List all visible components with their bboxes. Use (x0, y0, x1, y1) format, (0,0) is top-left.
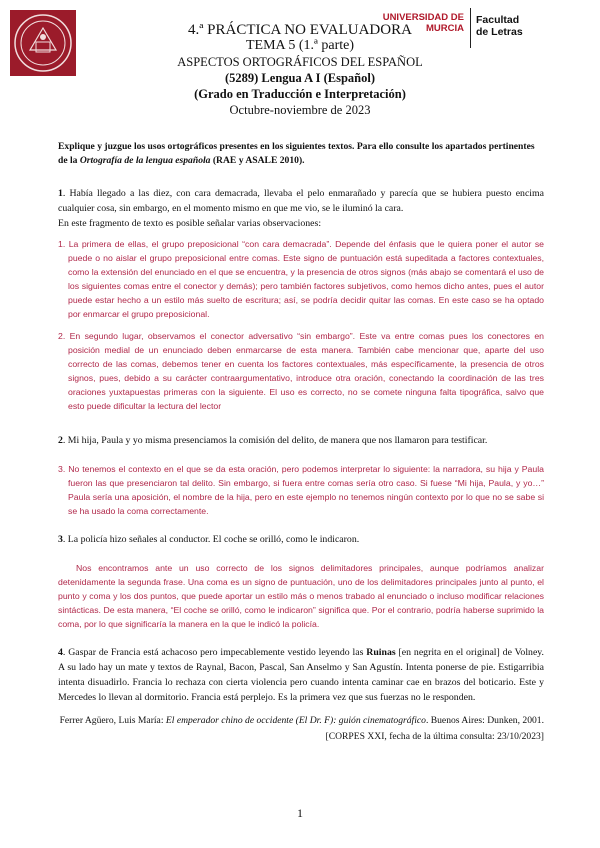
degree-name: (Grado en Traducción e Interpretación) (194, 87, 406, 101)
page-number: 1 (297, 806, 303, 820)
faculty-name: Facultad de Letras (476, 14, 523, 38)
exercise-2-text: 2. Mi hija, Paula y yo misma presenciamos la comisión del delito, de manera que nos llamaron para testificar. (58, 435, 488, 446)
header-divider (470, 8, 471, 48)
topic-title: TEMA 5 (1.ª parte) (245, 38, 355, 53)
exercise-1-intro: En este fragmento de texto es posible señalar varias observaciones: (58, 218, 322, 229)
date-range: Octubre-noviembre de 2023 (229, 103, 371, 117)
document-body (58, 140, 544, 745)
course-name: (5289) Lengua A I (Español) (224, 71, 376, 85)
exercise-1-text: 1. Había llegado a las diez, con cara demacrada, llevaba el pelo enmarañado y parecía que se hubiera puesto encima cualquier cosa, sin embargo, en el momento mismo en que me vio, se le iluminó la cara. (58, 188, 544, 214)
citation: Ferrer Agüero, Luis María: El emperador chino de occidente (El Dr. F): guión cinematográfico. Buenos Aires: Dunken, 2001. [CORPES XXI, fecha de la última consulta: 23/10/2023] (59, 715, 544, 742)
exercise-4-text: 4. Gaspar de Francia está achacoso pero impecablemente vestido leyendo las Ruinas [en negrita en el original] de Volney. A su lado hay un mate y textos de Raynal, Bacon, Pascal, San Anselmo y San Agustín. Intenta ponerse de pie. Estigarribia intenta disuadirlo. Francia lo rechaza con cierta violencia pero cuando intenta caminar cae en brazos del boticario. Este y Mercedes lo llevan al dormitorio. Francia está perplejo. Es la primera vez que sus fuerzas no le responden. (58, 647, 545, 703)
exercise-3-text: 3. La policía hizo señales al conductor. El coche se orilló, como le indicaron. (58, 534, 360, 545)
topic-subtitle: ASPECTOS ORTOGRÁFICOS DEL ESPAÑOL (177, 55, 423, 69)
university-logo-text: UNIVERSIDAD DE MURCIA (382, 12, 464, 34)
document-title-block (140, 22, 460, 118)
exercise-1-answer-2: 2. En segundo lugar, observamos el conector adversativo “sin embargo”. Este va entre comas pues los conectores en posición medial de un enunciado deben enmarcarse de esta manera. También cabe mencionar que, aparte del uso correcto de las comas, debemos tener en cuenta los factores contextuales, más específicamente, la presencia de otros signos, pues, debido a su carácter contraargumentativo, introduce otra oración, conectando la coordinación de las tres oraciones yuxtapuestas primeras con la siguiente. El uso es correcto, no se comete ninguna falta tipográfica, salvo que esto puede dificultar la lectura del lector (58, 331, 544, 411)
exercise-1-answer-1: 1. La primera de ellas, el grupo preposicional “con cara demacrada”. Depende del énfasis que le quiera poner el autor se puede o no aislar el grupo preposicional entre comas. Este signo de puntuación está supeditada a factores contextuales, como la extensión del enunciado en el que se encuentra, y la presencia de otros signos (más abajo se comentará el uso de los siguientes comas entre el conector y demás); pero también factores subjetivos, como hemos dicho antes, pues el autor puede estar hecho a un estilo más suelto de escritura; así, se podría decidir quitar las comas. En este caso se ha optado por enmarcar el grupo preposicional. (58, 239, 544, 319)
exercise-2-answer: 3. No tenemos el contexto en el que se da esta oración, pero podemos interpretar lo siguiente: la narradora, su hija y Paula fueron las que presenciaron tal delito. Sin embargo, si fuera entre comas sería otro caso. Si fuese “Mi hija, Paula, y yo…” Paula sería una aposición, el nombre de la hija, pero en este ejemplo no tenemos ningún contexto por lo que no se sabe si se ha usado la coma correctamente. (58, 464, 544, 516)
instructions: Explique y juzgue los usos ortográficos presentes en los siguientes textos. Para ello consulte los apartados pertinentes de la Ortografía de la lengua española (RAE y ASALE 2010). (58, 141, 535, 166)
university-seal-logo (10, 10, 76, 76)
exercise-3-answer: Nos encontramos ante un uso correcto de los signos delimitadores principales, aunque podríamos analizar detenidamente la segunda frase. Una coma es un signo de puntuación, uno de los delimitadores principales junto al punto, el punto y coma y los dos puntos, que puede aportar un estilo más o menos trabado al enunciado o incluso modificar relaciones sintácticas. De esta manera, “El coche se orilló, como le indicaron” significa que. Por el contrario, podría haberse suprimido la coma, por lo que significaría la manera en la que le indicó la policía. (58, 563, 544, 629)
practice-title: 4.ª PRÁCTICA NO EVALUADORA (188, 22, 412, 38)
